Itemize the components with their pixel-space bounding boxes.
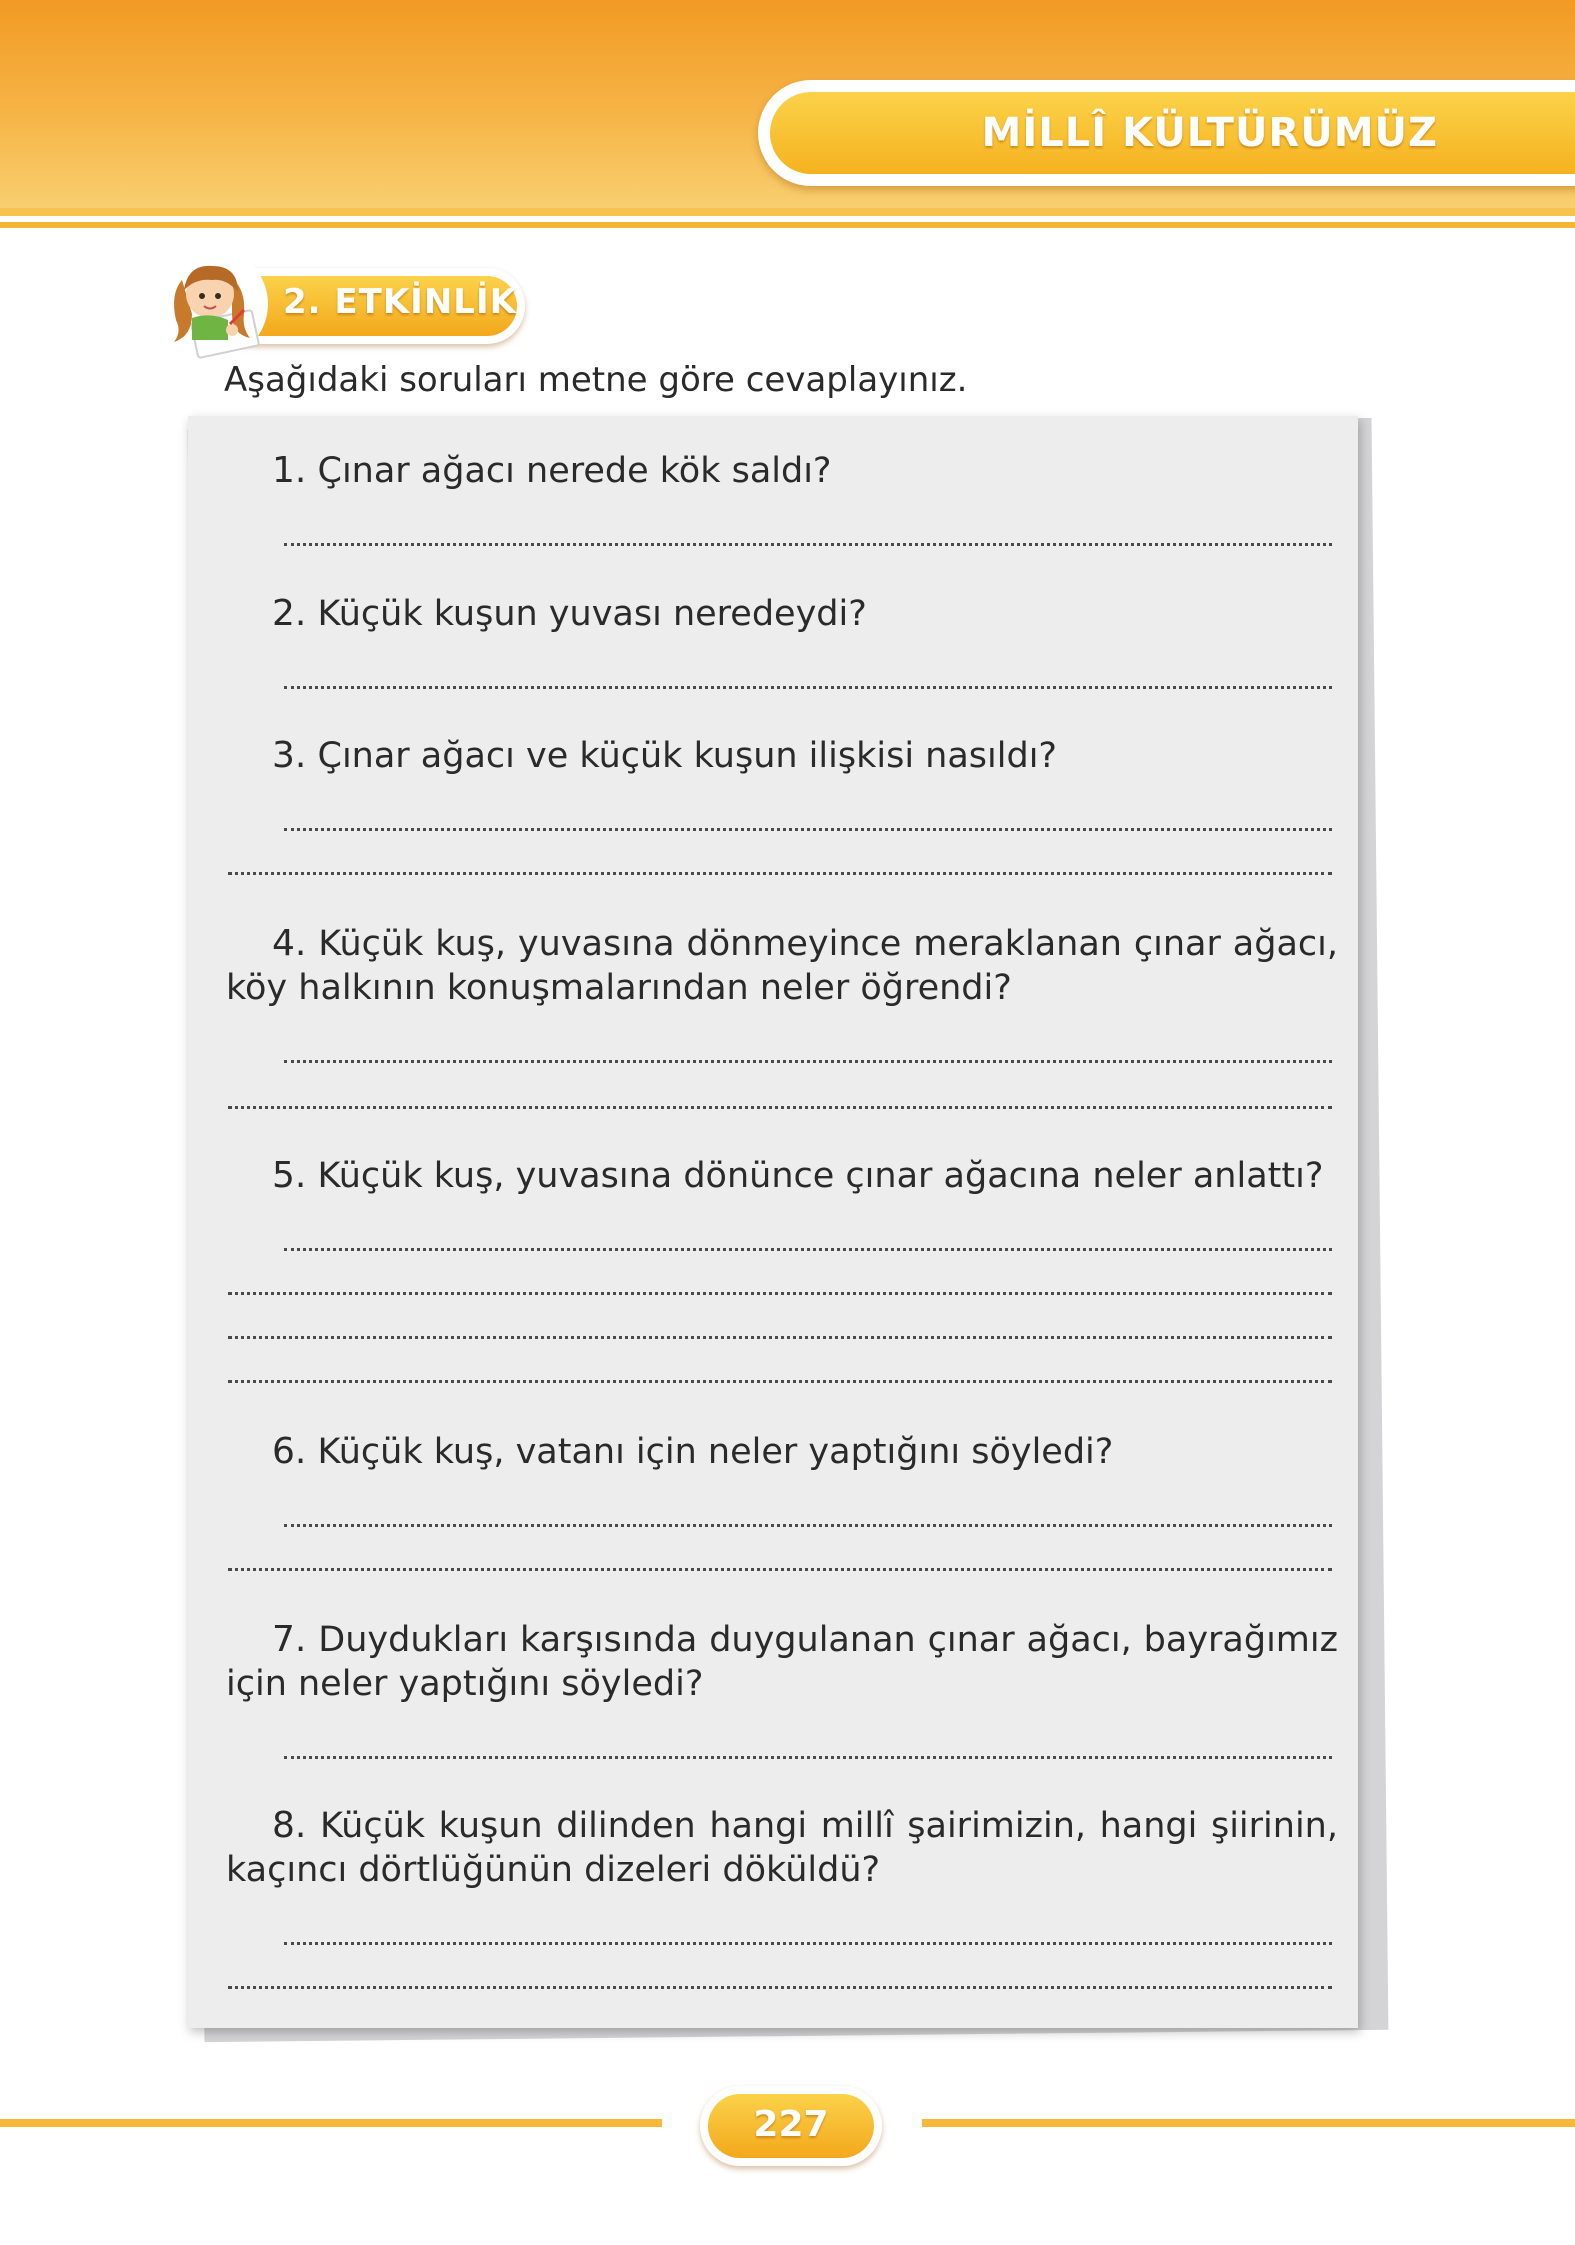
answer-line[interactable]	[228, 1986, 1332, 1989]
answer-line[interactable]	[284, 828, 1332, 831]
girl-writing-icon	[152, 244, 272, 364]
answer-line[interactable]	[228, 1336, 1332, 1339]
instruction-text: Aşağıdaki soruları metne göre cevaplayınız.	[224, 360, 968, 400]
activity-label: 2. ETKİNLİK	[283, 282, 517, 322]
question-2: 2. Küçük kuşun yuvası neredeydi?	[272, 593, 867, 634]
header-rule	[0, 208, 1575, 216]
question-7: 7. Duydukları karşısında duygulanan çınar ağacı, bayrağımız için neler yaptığını söyledi?	[226, 1619, 1338, 1704]
answer-line[interactable]	[228, 1106, 1332, 1109]
page-number: 227	[753, 2104, 829, 2145]
footer-rule-right	[922, 2119, 1575, 2127]
footer-rule-left	[0, 2119, 662, 2127]
answer-line[interactable]	[284, 1942, 1332, 1945]
question-6: 6. Küçük kuş, vatanı için neler yaptığını söyledi?	[272, 1431, 1114, 1472]
answer-line[interactable]	[228, 1380, 1332, 1383]
question-8: 8. Küçük kuşun dilinden hangi millî şairimizin, hangi şiirinin, kaçıncı dörtlüğünün dizeleri döküldü?	[226, 1805, 1338, 1890]
question-3: 3. Çınar ağacı ve küçük kuşun ilişkisi nasıldı?	[272, 735, 1057, 776]
section-title: MİLLÎ KÜLTÜRÜMÜZ	[981, 110, 1438, 156]
page-number-badge	[700, 2086, 882, 2166]
answer-line[interactable]	[228, 1292, 1332, 1295]
answer-line[interactable]	[228, 1568, 1332, 1571]
answer-line[interactable]	[284, 1248, 1332, 1251]
answer-line[interactable]	[228, 872, 1332, 875]
answer-line[interactable]	[284, 1756, 1332, 1759]
section-title-pill	[758, 80, 1575, 186]
answer-line[interactable]	[284, 1060, 1332, 1063]
answer-line[interactable]	[284, 686, 1332, 689]
answer-line[interactable]	[284, 543, 1332, 546]
question-4: 4. Küçük kuş, yuvasına dönmeyince meraklanan çınar ağacı, köy halkının konuşmalarından neler öğrendi?	[226, 923, 1338, 1008]
answer-line[interactable]	[284, 1524, 1332, 1527]
header-rule-secondary	[0, 222, 1575, 228]
question-5: 5. Küçük kuş, yuvasına dönünce çınar ağacına neler anlattı?	[272, 1155, 1324, 1196]
worksheet-paper	[188, 416, 1358, 2028]
question-1: 1. Çınar ağacı nerede kök saldı?	[272, 450, 832, 491]
